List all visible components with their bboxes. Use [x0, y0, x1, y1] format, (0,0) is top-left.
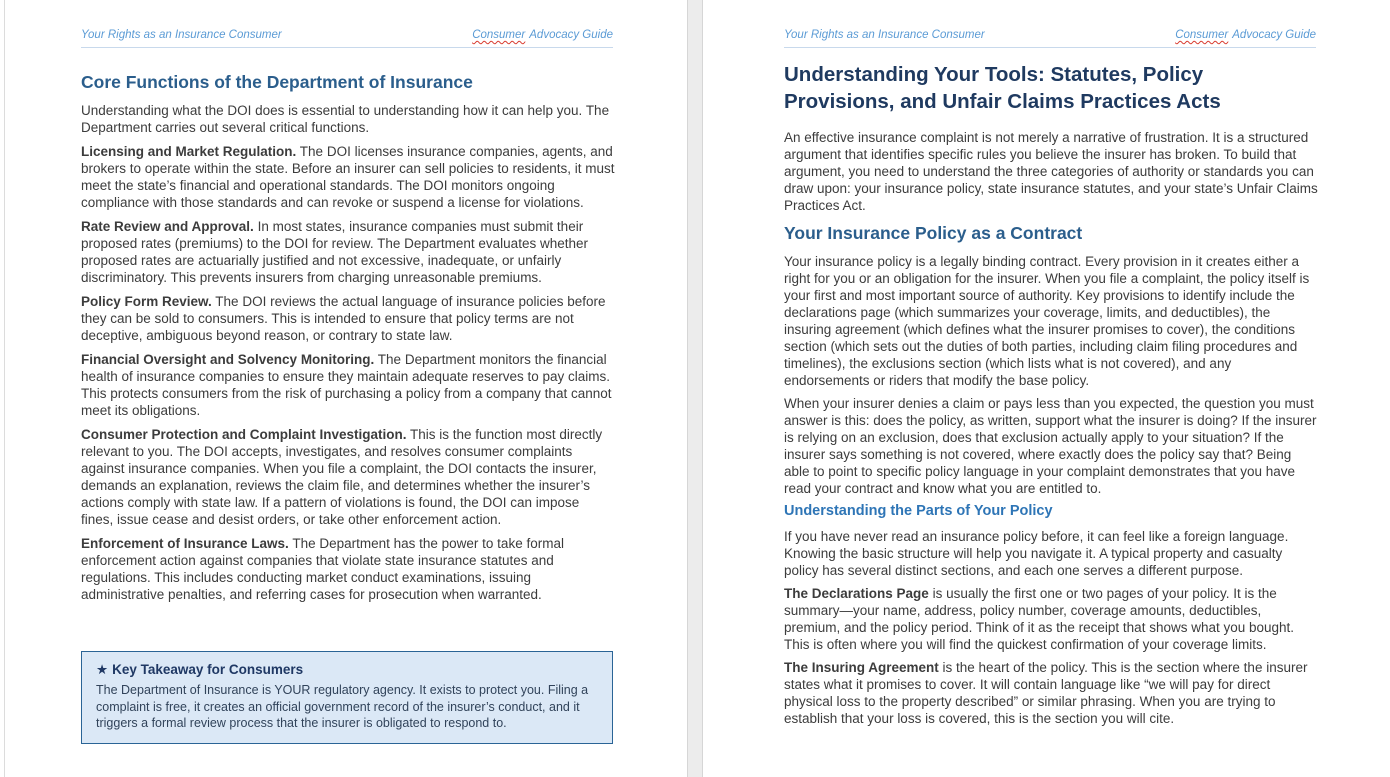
paragraph-lead: The Declarations Page	[784, 586, 929, 601]
header-right-text	[1175, 29, 1316, 41]
page-right-content	[784, 62, 1318, 733]
header-right-rest: Advocacy Guide	[1232, 29, 1316, 41]
function-paragraph: Financial Oversight and Solvency Monitoring. The Department monitors the financial health of insurance companies to ensure they maintain adequate reserves to pay claims. This protects consumers from the risk of purchasing a policy from a company that cannot meet its obligations.	[81, 352, 612, 418]
intro-paragraph: An effective insurance complaint is not merely a narrative of frustration. It is a structured argument that identifies specific rules you believe the insurer has broken. To build that argument, you need to understand the three categories of authority or standards you can draw upon: your insurance policy, state insurance statutes, and your state’s Unfair Claims Practices Act.	[784, 130, 1318, 213]
paragraph-lead: Policy Form Review.	[81, 294, 212, 309]
page-left-content	[81, 72, 615, 744]
intro-paragraph: Understanding what the DOI does is essential to understanding how it can help you. The Department carries out several critical functions.	[81, 103, 610, 135]
paragraph-lead: The Insuring Agreement	[784, 660, 939, 675]
paragraph-lead: Rate Review and Approval.	[81, 219, 254, 234]
section-heading: Your Insurance Policy as a Contract	[784, 223, 1083, 243]
part-paragraph: The Declarations Page is usually the first one or two pages of your policy. It is the summary—your name, address, policy number, coverage amounts, deductibles, premium, and the policy period. Think of it as the receipt that shows what you bought. This is often where you will find the quickest confirmation of your coverage limits.	[784, 586, 1295, 652]
function-paragraph: Consumer Protection and Complaint Investigation. This is the function most directly relevant to you. The DOI accepts, investigates, and resolves consumer complaints against insurance companies. When you file a complaint, the DOI contacts the insurer, demands an explanation, reviews the claim file, and determines whether the insurer’s actions comply with state law. If a pattern of violations is found, the DOI can impose fines, issue cease and desist orders, or take other enforcement action.	[81, 427, 603, 527]
page-gutter	[687, 0, 703, 777]
function-paragraph: Enforcement of Insurance Laws. The Department has the power to take formal enforcement action against companies that violate state insurance statutes and regulations. This includes conducting market conduct examinations, issuing administrative penalties, and referring cases for prosecution when warranted.	[81, 536, 564, 602]
function-paragraph: Policy Form Review. The DOI reviews the actual language of insurance policies before they can be sold to consumers. This is intended to ensure that policy terms are not deceptive, ambiguous beyond reason, or contrary to state law.	[81, 294, 606, 343]
callout-title: ★ Key Takeaway for Consumers	[96, 662, 304, 677]
page-left	[4, 0, 687, 777]
callout-body: The Department of Insurance is YOUR regulatory agency. It exists to protect you. Filing a complaint is free, it creates an official government record of the insurer’s conduct, and it triggers a formal review process that the insurer is obligated to respond to.	[96, 683, 589, 730]
chapter-title: Understanding Your Tools: Statutes, Policy Provisions, and Unfair Claims Practices Acts	[784, 63, 1221, 113]
paragraph-lead: Consumer Protection and Complaint Investigation.	[81, 427, 407, 442]
star-icon: ★	[96, 662, 109, 677]
misspelled-word: Consumer	[1175, 29, 1229, 41]
header-right-text	[472, 29, 613, 41]
running-header	[81, 29, 613, 48]
body-paragraph: If you have never read an insurance policy before, it can feel like a foreign language. Knowing the basic structure will help you navigate it. A typical property and casualty policy has several distinct sections, and each one serves a different purpose.	[784, 529, 1289, 578]
function-paragraph: Licensing and Market Regulation. The DOI licenses insurance companies, agents, and brokers to operate within the state. Before an insurer can sell policies to residents, it must meet the state’s financial and operational standards. The DOI monitors ongoing compliance with those standards and can revoke or suspend a license for violations.	[81, 144, 615, 210]
header-left-text: Your Rights as an Insurance Consumer	[784, 29, 985, 41]
key-takeaway-box	[81, 651, 613, 744]
body-paragraph: When your insurer denies a claim or pays less than you expected, the question you must answer is this: does the policy, as written, support what the insurer is doing? If the insurer is relying on an exclusion, does that exclusion actually apply to your situation? If the insurer says something is not covered, where exactly does the policy say that? Being able to point to specific policy language in your complaint demonstrates that you have read your contract and know what you are entitled to.	[784, 396, 1317, 496]
subsection-heading: Understanding the Parts of Your Policy	[784, 503, 1053, 519]
running-header	[784, 29, 1316, 48]
paragraph-lead: Financial Oversight and Solvency Monitoring.	[81, 352, 375, 367]
page-right	[703, 0, 1390, 777]
header-left-text: Your Rights as an Insurance Consumer	[81, 29, 282, 41]
paragraph-lead: Licensing and Market Regulation.	[81, 144, 297, 159]
misspelled-word: Consumer	[472, 29, 526, 41]
part-paragraph: The Insuring Agreement is the heart of the policy. This is the section where the insurer states what it promises to cover. It will contain language like “we will pay for direct physical loss to the property described” or similar phrasing. When you are trying to establish that your loss is covered, this is the section you will cite.	[784, 660, 1308, 726]
body-paragraph: Your insurance policy is a legally binding contract. Every provision in it creates either a right for you or an obligation for the insurer. When you file a complaint, the policy itself is your first and most important source of authority. Key provisions to identify include the declarations page (which summarizes your coverage, limits, and deductibles), the insuring agreement (which defines what the insurer promises to cover), the conditions section (which sets out the duties of both parties, including claim filing procedures and timelines), the exclusions section (which lists what is not covered), and any endorsements or riders that modify the base policy.	[784, 254, 1310, 388]
header-right-rest: Advocacy Guide	[529, 29, 613, 41]
section-heading: Core Functions of the Department of Insurance	[81, 72, 473, 92]
function-paragraph: Rate Review and Approval. In most states, insurance companies must submit their proposed rates (premiums) to the DOI for review. The Department evaluates whether proposed rates are actuarially justified and not excessive, inadequate, or unfairly discriminatory. This prevents insurers from charging unreasonable premiums.	[81, 219, 588, 285]
paragraph-lead: Enforcement of Insurance Laws.	[81, 536, 289, 551]
